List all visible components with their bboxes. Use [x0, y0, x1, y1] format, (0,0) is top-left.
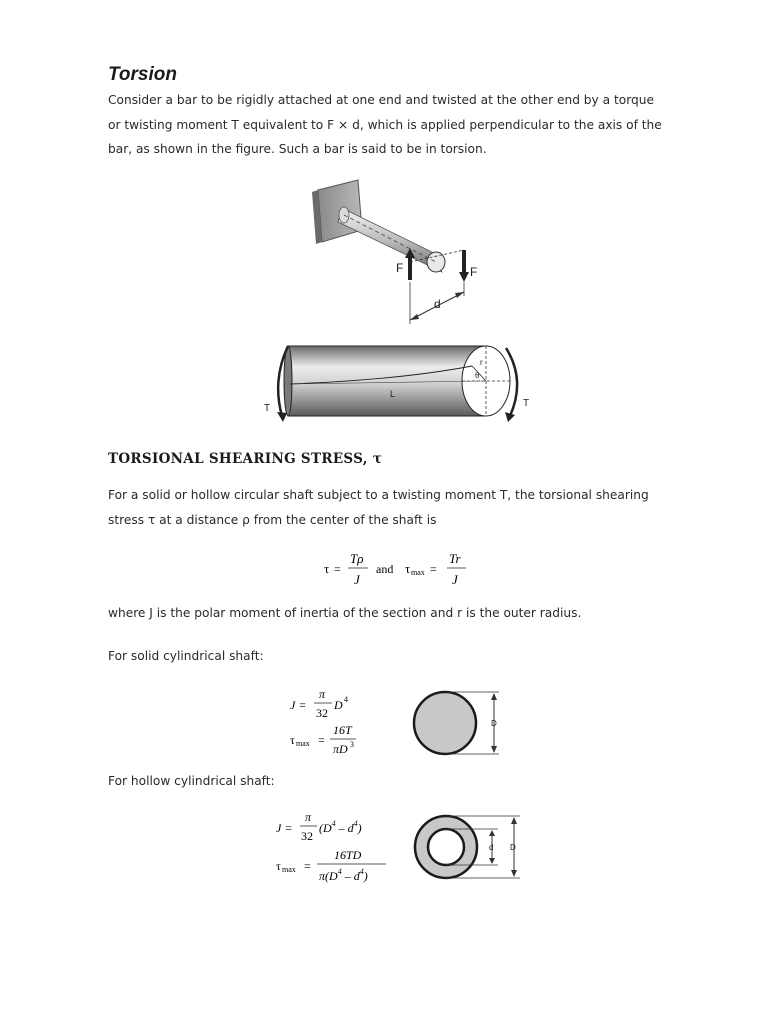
exponent-3: 3	[350, 740, 354, 749]
pi-numerator: π	[305, 810, 312, 824]
outer-diameter-label: D	[510, 843, 516, 852]
numerator-16t: 16T	[333, 723, 352, 737]
force-label-left: F	[396, 261, 404, 275]
solid-shaft-label: For solid cylindrical shaft:	[108, 649, 264, 663]
inner-diameter-label: d	[489, 843, 494, 852]
shaft-cylinder	[284, 346, 510, 416]
max-subscript: max	[296, 739, 310, 748]
solid-shaft-section	[405, 686, 505, 758]
j-lhs: J =	[276, 821, 293, 835]
shear-stress-formula	[318, 546, 478, 592]
torque-label-left: T	[264, 403, 271, 414]
force-label-right: F	[470, 265, 478, 279]
equals-sign: =	[304, 859, 311, 873]
and-word: and	[376, 562, 394, 576]
j-lhs: J =	[290, 698, 307, 712]
denominator-j: J	[354, 572, 360, 587]
denominator-expression: $\pi(D^4 - d^4)$	[319, 867, 368, 883]
denominator-pi-d: πD	[333, 742, 348, 756]
stress-intro-line-2: stress τ at a distance ρ from the center of the shaft is	[108, 512, 437, 527]
hollow-shaft-formulas	[270, 808, 400, 888]
distance-label: d	[434, 297, 441, 311]
numerator-t-rho: Tρ	[350, 551, 364, 566]
stress-intro-paragraph	[108, 483, 688, 532]
intro-line-1: Consider a bar to be rigidly attached at one end and twisted at the other end by a torque	[108, 93, 654, 107]
torque-label-right: T	[523, 398, 530, 409]
denominator-32: 32	[301, 829, 313, 843]
hollow-shaft-label: For hollow cylindrical shaft:	[108, 774, 275, 788]
max-subscript: max	[411, 568, 425, 577]
intro-paragraph	[108, 88, 688, 162]
equals-sign: =	[334, 562, 341, 576]
page-title: Torsion	[108, 64, 177, 85]
intro-line-3: bar, as shown in the figure. Such a bar is said to be in torsion.	[108, 142, 487, 156]
equals-sign-2: =	[430, 562, 437, 576]
stress-intro-line-1: For a solid or hollow circular shaft subject to a twisting moment T, the torsional shearing	[108, 488, 649, 502]
tau-max-symbol: τ	[405, 561, 411, 576]
inner-circle	[428, 829, 464, 865]
solid-shaft-formulas	[284, 686, 394, 762]
radius-label: r	[480, 358, 483, 367]
denominator-32: 32	[316, 706, 328, 720]
tau-symbol: τ	[324, 561, 330, 576]
twisted-shaft-figure	[258, 340, 540, 426]
length-label: L	[390, 389, 396, 399]
angle-label: θ	[475, 371, 480, 380]
where-text: where J is the polar moment of inertia of the section and r is the outer radius.	[108, 606, 582, 620]
bar	[338, 207, 445, 272]
section-heading: TORSIONAL SHEARING STRESS, τ	[108, 451, 383, 467]
cantilever-bar-figure	[310, 178, 490, 330]
intro-line-2: or twisting moment T equivalent to F × d, which is applied perpendicular to the axis of the	[108, 117, 662, 132]
hollow-shaft-section	[410, 812, 526, 882]
denominator-j-2: J	[452, 572, 458, 587]
pi-numerator: π	[319, 687, 326, 701]
solid-circle	[414, 692, 476, 754]
numerator-tr: Tr	[449, 551, 461, 566]
numerator-16td: 16TD	[334, 848, 362, 862]
tau-max-lhs: τ	[276, 859, 281, 873]
max-subscript: max	[282, 865, 296, 874]
j-rhs-expression: $(D^4 - d^4)$	[319, 819, 362, 835]
tau-max-lhs: τ	[290, 733, 295, 747]
diameter-label: D	[491, 719, 497, 728]
d-diameter: D	[334, 698, 343, 712]
equals-sign: =	[318, 733, 325, 747]
fixed-support	[312, 180, 362, 244]
exponent-4: 4	[344, 695, 348, 704]
force-arrow-down	[459, 250, 469, 282]
